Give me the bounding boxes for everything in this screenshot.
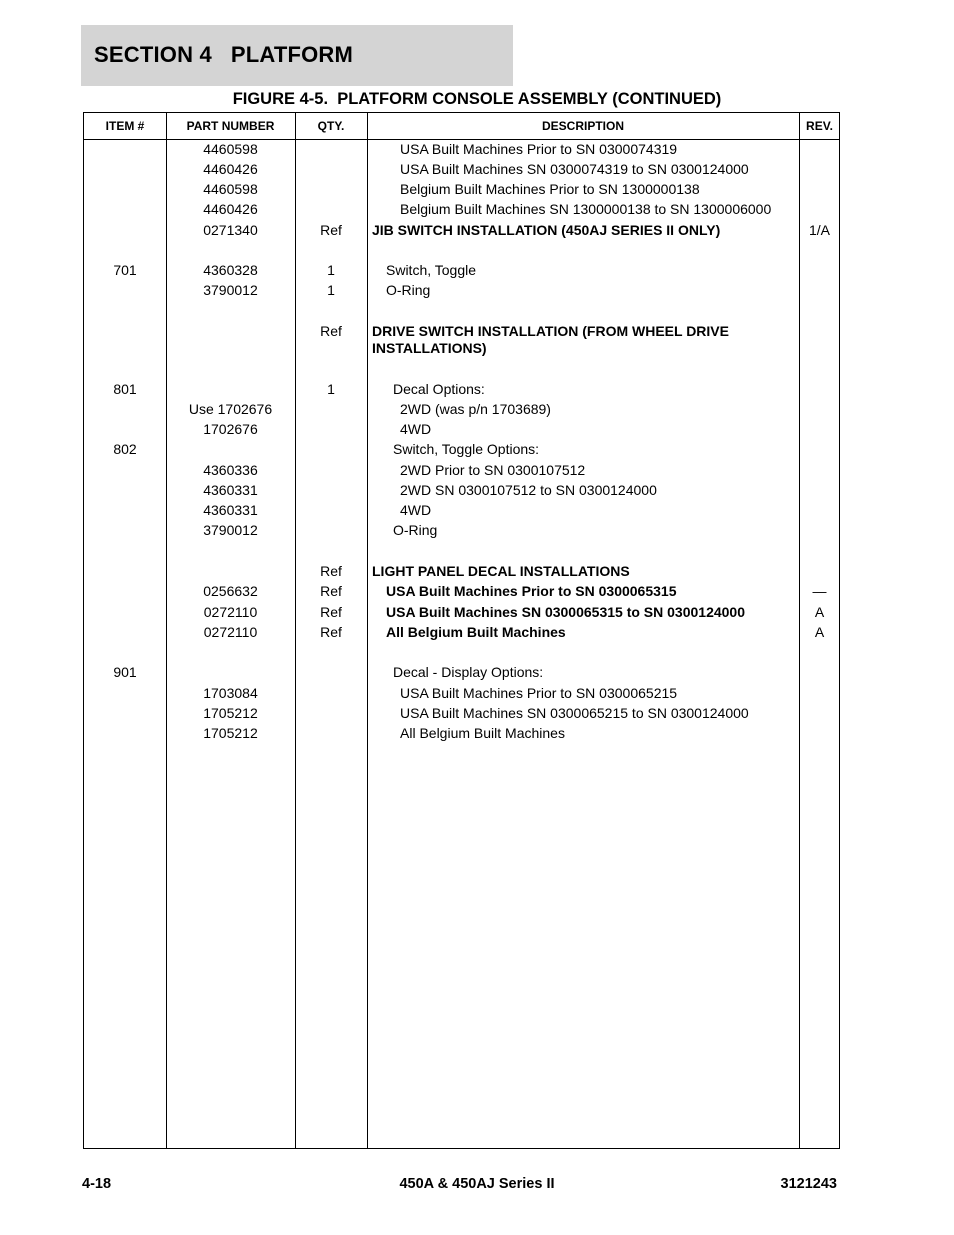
description-cell: USA Built Machines SN 0300065215 to SN 0300124000 xyxy=(400,705,749,721)
qty-cell: Ref xyxy=(320,624,342,640)
description-cell: USA Built Machines Prior to SN 0300074319 xyxy=(400,141,678,157)
part-number-cell: 1705212 xyxy=(203,705,258,721)
description-cell: Switch, Toggle Options: xyxy=(393,441,540,457)
description-cell: All Belgium Built Machines xyxy=(400,725,565,741)
rev-cell: 1/A xyxy=(808,222,830,238)
part-number-cell: 1703084 xyxy=(203,685,258,701)
part-number-cell: 0271340 xyxy=(203,222,258,238)
item-number-cell: 701 xyxy=(113,262,137,278)
description-cell: O-Ring xyxy=(393,522,438,538)
qty-cell: 1 xyxy=(327,262,335,278)
section-header-bar xyxy=(81,25,513,86)
rev-cell: A xyxy=(814,604,825,620)
description-cell: DRIVE SWITCH INSTALLATION (FROM WHEEL DRIVE INSTALLATIONS) xyxy=(372,323,729,356)
description-cell: 4WD xyxy=(400,421,432,437)
description-cell: 4WD xyxy=(400,502,432,518)
column-divider xyxy=(367,113,368,1148)
document-number: 3121243 xyxy=(780,1176,837,1192)
header-divider xyxy=(84,139,839,140)
description-cell: Decal - Display Options: xyxy=(393,664,544,680)
column-header-item: ITEM # xyxy=(105,119,145,133)
part-number-cell: 0272110 xyxy=(203,604,258,620)
description-cell: Decal Options: xyxy=(393,381,485,397)
model-name: 450A & 450AJ Series II xyxy=(399,1176,555,1192)
part-number-cell: 1705212 xyxy=(203,725,258,741)
description-cell: O-Ring xyxy=(386,282,431,298)
description-cell: USA Built Machines Prior to SN 0300065315 xyxy=(386,583,677,599)
description-cell: Switch, Toggle xyxy=(386,262,477,278)
part-number-cell: 1702676 xyxy=(203,421,258,437)
qty-cell: Ref xyxy=(320,563,342,579)
qty-cell: 1 xyxy=(327,381,335,397)
qty-cell: Ref xyxy=(320,323,342,339)
description-cell: Belgium Built Machines SN 1300000138 to SN 1300006000 xyxy=(400,201,772,217)
parts-table xyxy=(83,112,840,1149)
part-number-cell: Use 1702676 xyxy=(188,401,273,417)
description-cell: 2WD SN 0300107512 to SN 0300124000 xyxy=(400,482,657,498)
description-cell: USA Built Machines SN 0300074319 to SN 0300124000 xyxy=(400,161,749,177)
description-cell: Belgium Built Machines Prior to SN 1300000138 xyxy=(400,181,700,197)
part-number-cell: 4460426 xyxy=(203,201,258,217)
rev-cell: A xyxy=(814,624,825,640)
section-title: SECTION 4 PLATFORM xyxy=(94,42,354,67)
description-cell: All Belgium Built Machines xyxy=(386,624,566,640)
part-number-cell: 4360328 xyxy=(203,262,258,278)
description-cell: 2WD (was p/n 1703689) xyxy=(400,401,551,417)
part-number-cell: 4360331 xyxy=(203,482,258,498)
item-number-cell: 802 xyxy=(113,441,137,457)
part-number-cell: 0256632 xyxy=(203,583,258,599)
part-number-cell: 0272110 xyxy=(203,624,258,640)
column-header-description: DESCRIPTION xyxy=(541,119,624,133)
part-number-cell: 3790012 xyxy=(203,282,258,298)
part-number-cell: 4460598 xyxy=(203,181,258,197)
description-cell: USA Built Machines Prior to SN 0300065215 xyxy=(400,685,678,701)
part-number-cell: 4360336 xyxy=(203,462,258,478)
item-number-cell: 901 xyxy=(113,664,137,680)
qty-cell: Ref xyxy=(320,604,342,620)
qty-cell: Ref xyxy=(320,222,342,238)
figure-title: FIGURE 4-5. PLATFORM CONSOLE ASSEMBLY (CONTINUED) xyxy=(232,90,722,108)
item-number-cell: 801 xyxy=(113,381,137,397)
description-cell: USA Built Machines SN 0300065315 to SN 0300124000 xyxy=(386,604,746,620)
qty-cell: 1 xyxy=(327,282,335,298)
part-number-cell: 3790012 xyxy=(203,522,258,538)
part-number-cell: 4360331 xyxy=(203,502,258,518)
rev-cell: — xyxy=(812,583,827,599)
description-cell: LIGHT PANEL DECAL INSTALLATIONS xyxy=(372,563,630,579)
column-header-qty: QTY. xyxy=(317,119,345,133)
part-number-cell: 4460598 xyxy=(203,141,258,157)
column-header-rev: REV. xyxy=(806,119,833,133)
column-header-part-number: PART NUMBER xyxy=(186,119,275,133)
qty-cell: Ref xyxy=(320,583,342,599)
description-cell: JIB SWITCH INSTALLATION (450AJ SERIES II ONLY) xyxy=(372,222,721,238)
description-cell: 2WD Prior to SN 0300107512 xyxy=(400,462,586,478)
part-number-cell: 4460426 xyxy=(203,161,258,177)
page-number: 4-18 xyxy=(82,1176,112,1192)
